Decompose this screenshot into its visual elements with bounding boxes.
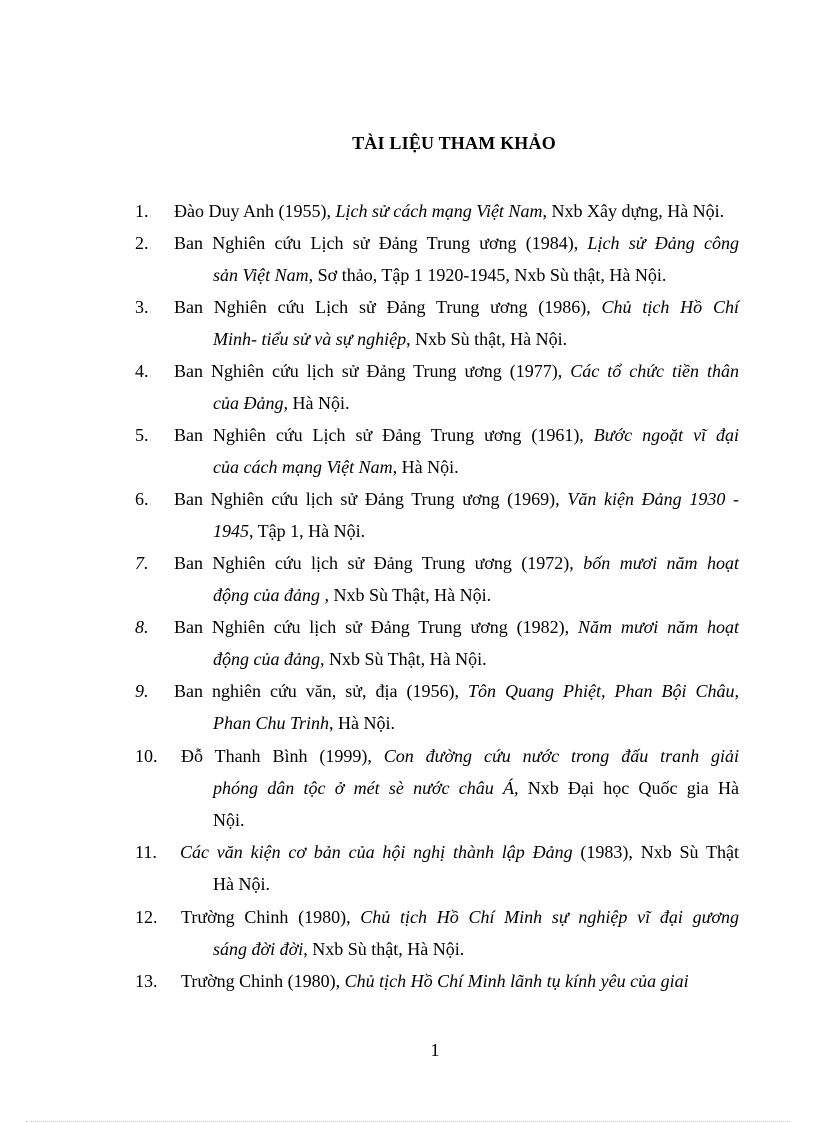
reference-number: 3. bbox=[135, 297, 149, 317]
reference-line bbox=[181, 740, 739, 772]
reference-title: 1945 bbox=[213, 521, 249, 541]
reference-line bbox=[174, 675, 739, 707]
reference-line bbox=[213, 387, 739, 419]
page-bottom-divider bbox=[26, 1121, 790, 1122]
reference-number: 13. bbox=[135, 971, 158, 991]
reference-title: Các tổ chức tiền thân bbox=[570, 361, 739, 381]
reference-line bbox=[213, 323, 739, 355]
reference-title: Chủ tịch Hồ Chí bbox=[601, 297, 739, 317]
reference-title: động của đảng bbox=[213, 585, 320, 605]
reference-number: 2. bbox=[135, 233, 149, 253]
reference-text: Nội. bbox=[213, 810, 245, 830]
reference-title: Năm mươi năm hoạt bbox=[578, 617, 740, 637]
reference-line bbox=[174, 291, 739, 323]
reference-line bbox=[213, 868, 739, 900]
reference-number: 10. bbox=[135, 746, 158, 766]
reference-number: 1. bbox=[135, 201, 149, 221]
reference-text: Đỗ Thanh Bình (1999), bbox=[181, 746, 384, 766]
reference-text: (1983), Nxb Sù Thật bbox=[572, 842, 739, 862]
reference-title: Lịch sử Đảng công bbox=[587, 233, 739, 253]
reference-text: Hà Nội. bbox=[213, 874, 270, 894]
reference-line bbox=[174, 483, 739, 515]
reference-text: Ban Nghiên cứu Lịch sử Đảng Trung ương (1984), bbox=[174, 233, 588, 253]
reference-line bbox=[181, 965, 739, 997]
reference-line bbox=[213, 772, 739, 804]
reference-line bbox=[213, 259, 739, 291]
page-number: 1 bbox=[430, 1040, 440, 1060]
reference-title: của Đảng, bbox=[213, 393, 288, 413]
reference-title: động của đảng, bbox=[213, 649, 325, 669]
reference-title: Chủ tịch Hồ Chí Minh lãnh tụ kính yêu của giai bbox=[344, 971, 689, 991]
reference-title: phóng dân tộc ở mét sè nước châu Á, bbox=[213, 778, 519, 798]
reference-text: Đào Duy Anh (1955), bbox=[174, 201, 336, 221]
reference-number: 7. bbox=[135, 553, 149, 573]
reference-line bbox=[213, 451, 739, 483]
reference-title: Chủ tịch Hồ Chí Minh sự nghiệp vĩ đại gương bbox=[360, 907, 739, 927]
reference-line bbox=[174, 547, 739, 579]
reference-line bbox=[181, 901, 739, 933]
reference-line bbox=[213, 707, 739, 739]
reference-line bbox=[174, 227, 739, 259]
reference-text: Ban Nghiên cứu Lịch sử Đảng Trung ương (1961), bbox=[174, 425, 594, 445]
page-title: TÀI LIỆU THAM KHẢO bbox=[352, 133, 556, 153]
reference-line bbox=[174, 195, 739, 227]
reference-title: sản Việt Nam bbox=[213, 265, 309, 285]
reference-text: Ban Nghiên cứu Lịch sử Đảng Trung ương (1986), bbox=[174, 297, 602, 317]
reference-title: Con đường cứu nước trong đấu tranh giải bbox=[383, 746, 739, 766]
reference-text: , Hà Nội. bbox=[392, 457, 459, 477]
reference-text: , Nxb Sù thật, Hà Nội. bbox=[303, 939, 465, 959]
reference-title: của cách mạng Việt Nam bbox=[213, 457, 393, 477]
reference-title: Minh- tiểu sử và sự nghiệp bbox=[213, 329, 407, 349]
reference-title: Các văn kiện cơ bản của hội nghị thành lập Đảng bbox=[180, 842, 573, 862]
reference-line bbox=[174, 611, 739, 643]
reference-text: Ban Nghiên cứu lịch sử Đảng Trung ương (1969), bbox=[174, 489, 568, 509]
reference-line bbox=[174, 355, 739, 387]
reference-text: , Hà Nội. bbox=[329, 713, 396, 733]
reference-number: 4. bbox=[135, 361, 149, 381]
reference-text: Trường Chinh (1980), bbox=[181, 971, 345, 991]
reference-line bbox=[213, 515, 739, 547]
reference-line bbox=[180, 836, 739, 868]
reference-title: Lịch sử cách mạng Việt Nam bbox=[335, 201, 543, 221]
reference-line bbox=[213, 643, 739, 675]
reference-title: sáng đời đời bbox=[213, 939, 304, 959]
reference-title: Văn kiện Đảng 1930 - bbox=[567, 489, 740, 509]
reference-line bbox=[213, 933, 739, 965]
reference-text: Ban Nghiên cứu lịch sử Đảng Trung ương (1977), bbox=[174, 361, 571, 381]
reference-line bbox=[174, 419, 739, 451]
reference-number: 9. bbox=[135, 681, 149, 701]
reference-text: Ban nghiên cứu văn, sử, địa (1956), bbox=[174, 681, 468, 701]
reference-title: Tôn Quang Phiệt, Phan Bội Châu, bbox=[467, 681, 739, 701]
reference-title: Bước ngoặt vĩ đại bbox=[593, 425, 739, 445]
reference-text: , Nxb Sù thật, Hà Nội. bbox=[406, 329, 568, 349]
reference-text: , Sơ thảo, Tập 1 1920-1945, Nxb Sù thật, Hà Nội. bbox=[308, 265, 667, 285]
reference-number: 12. bbox=[135, 907, 158, 927]
reference-text: Ban Nghiên cứu lịch sử Đảng Trung ương (1982), bbox=[174, 617, 578, 637]
reference-line bbox=[213, 579, 739, 611]
reference-text: , Nxb Sù Thật, Hà Nội. bbox=[320, 585, 492, 605]
reference-text: Hà Nội. bbox=[288, 393, 350, 413]
reference-line bbox=[213, 804, 245, 836]
reference-title: bốn mươi năm hoạt bbox=[583, 553, 739, 573]
reference-title: Phan Chu Trinh bbox=[213, 713, 330, 733]
reference-text: Ban Nghiên cứu lịch sử Đảng Trung ương (1972), bbox=[174, 553, 584, 573]
reference-text: Nxb Đại học Quốc gia Hà bbox=[518, 778, 739, 798]
reference-text: Trường Chinh (1980), bbox=[181, 907, 361, 927]
reference-number: 11. bbox=[135, 842, 157, 862]
reference-text: , Tập 1, Hà Nội. bbox=[249, 521, 366, 541]
reference-number: 5. bbox=[135, 425, 149, 445]
reference-number: 6. bbox=[135, 489, 149, 509]
reference-text: , Nxb Xây dựng, Hà Nội. bbox=[542, 201, 725, 221]
reference-text: Nxb Sù Thật, Hà Nội. bbox=[324, 649, 487, 669]
reference-number: 8. bbox=[135, 617, 149, 637]
